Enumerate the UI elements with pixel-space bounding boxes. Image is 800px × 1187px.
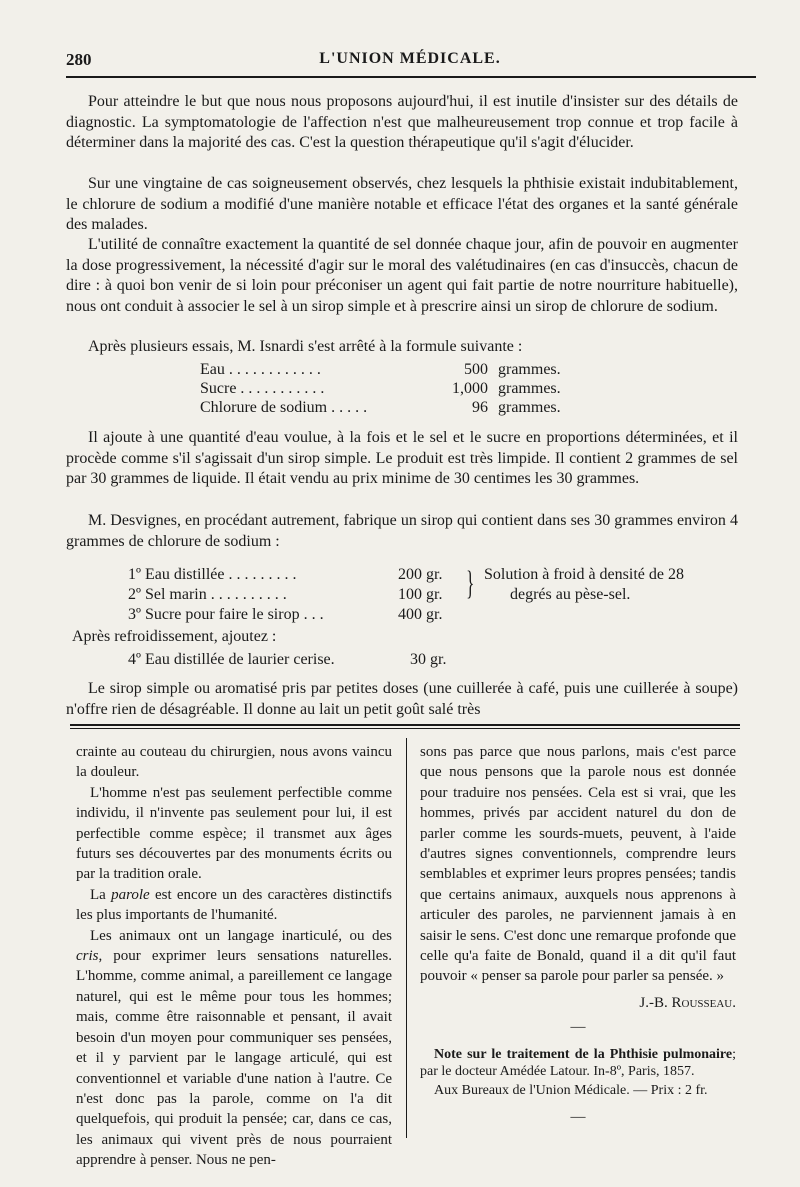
formula-ingredient: 2º Sel marin . . . . . . . . . . [128,586,287,603]
formula-unit: grammes. [498,380,561,397]
emphasis-text: cris [76,948,99,965]
formula-quantity: 1,000 [452,380,488,397]
emphasis-text: parole [111,886,150,903]
formula-quantity: 100 gr. [398,586,443,603]
feuilleton-paragraph [76,885,392,926]
formula-note: Solution à froid à densité de 28 [484,566,684,583]
paragraph-6: M. Desvignes, en procédant autrement, fabrique un sirop qui contient dans ses 30 grammes environ 4 grammes de chlorure de sodium : [66,512,738,550]
formula-ingredient: 3º Sucre pour faire le sirop . . . [128,606,324,623]
book-sale-info: Aux Bureaux de l'Union Médicale. — Prix : 2 fr. [434,1082,708,1098]
text-run: , pour exprimer leurs sensations naturelles. L'homme, comme animal, a pareillement ce langage naturel, qui est le même pour tous les hommes; mais, comme être raisonnable et pensant, il avait besoin d'un moyen pour communiquer ses pensées, et il y parvient par le langage articulé, qui est conventionnel et variable d'une nation à l'autre. Ce n'est donc pas la parole, comme on l'a dit quelquefois, qui produit la pensée; car, dans ce cas, les animaux qui vivent près de nous pourraient apprendre à penser. Nous ne pen- [76,948,392,1169]
feuilleton-left-column [76,742,392,1171]
formula-ingredient: Chlorure de sodium . . . . . [200,399,368,416]
column-divider [406,738,407,1138]
after-cooling-text: Après refroidissement, ajoutez : [72,628,277,645]
feuilleton-right-column [420,742,736,1127]
paragraph-4: Après plusieurs essais, M. Isnardi s'est arrêté à la formule suivante : [88,338,523,355]
formula-unit: grammes. [498,361,561,378]
book-note-title: Note sur le traitement de la Phthisie pulmonaire [434,1046,733,1062]
formula-quantity: 400 gr. [398,606,443,623]
formula-ingredient: Eau . . . . . . . . . . . . [200,361,321,378]
feuilleton-paragraph: sons pas parce que nous parlons, mais c'est parce que nous pensons que la parole nous est donnée pour traduire nos pensées. Cela est si vrai, que les hommes, privés par accident naturel du don de parler comme les sourds-muets, peuvent, à l'aide d'autres signes conventionnels, comprendre leurs semblables et exprimer leurs propres pensées; tandis que certains animaux, auxquels nous apprenons à articuler des paroles, ne parviennent jamais à en saisir le sens. C'est donc une remarque profonde que celle qu'a faite de Bonald, quand il a dit qu'il faut pouvoir « penser sa parole pour parler sa pensée. » [420,744,736,985]
formula-quantity: 96 [472,399,488,416]
text-run: Les animaux ont un langage inarticulé, ou des [90,927,392,944]
book-note-text: ; par le docteur Amédée Latour. In-8º, Paris, 1857. [420,1046,736,1079]
page-number: 280 [66,50,92,69]
feuilleton-rule-top [70,724,740,726]
formula-note: degrés au pèse-sel. [510,586,631,603]
formula-unit: grammes. [498,399,561,416]
book-note [420,1046,736,1080]
formula-quantity: 500 [464,361,488,378]
paragraph-3: L'utilité de connaître exactement la quantité de sel donnée chaque jour, afin de pouvoir en augmenter la dose progressivement, la nécessité d'agir sur le moral des valétudinaires (en cas d'insuccès, chacun de dire : à quoi bon venir de si loin pour préconiser un agent qui fait partie de notre nourriture habituelle), nous ont conduit à associer le sel à un sirop simple et à prescrire ainsi un sirop de chlorure de sodium. [66,236,738,315]
running-title: L'UNION MÉDICALE. [319,50,501,67]
paragraph-1: Pour atteindre le but que nous nous proposons aujourd'hui, il est inutile d'insister sur des détails de diagnostic. La symptomatologie de l'affection n'est que malheureusement trop connue et trop facile à déterminer dans la majorité des cas. C'est la question thérapeutique qu'il s'agit d'élucider. [66,93,738,151]
paragraph-2: Sur une vingtaine de cas soigneusement observés, chez lesquels la phthisie existait indubitablement, le chlorure de sodium a modifié d'une manière notable et efficace l'état des organes et la santé générale des malades. [66,175,738,233]
formula-quantity: 30 gr. [410,651,447,668]
text-run: est encore un des caractères distinctifs les plus importants de l'humanité. [76,886,393,924]
feuilleton-paragraph [76,926,392,1171]
header-rule [66,76,756,78]
formula-quantity: 200 gr. [398,566,443,583]
page-header [66,50,754,72]
feuilleton-paragraph: L'homme n'est pas seulement perfectible comme individu, il n'invente pas seulement pour lui, il est perfectible comme espèce; il transmet aux âges futurs ses découvertes par des monuments écrits ou par la tradition orale. [76,784,392,883]
feuilleton-rule-bottom [70,728,740,729]
formula-ingredient: Sucre . . . . . . . . . . . [200,380,325,397]
paragraph-5: Il ajoute à une quantité d'eau voulue, à la fois et le sel et le sucre en proportions déterminées, et il procède comme s'il s'agissait d'un sirop simple. Le produit est très limpide. Il contient 2 grammes de sel par 30 grammes de liquide. Il était vendu au prix minime de 30 centimes les 30 grammes. [66,429,738,487]
text-run: La [90,886,112,903]
feuilleton-paragraph: crainte au couteau du chirurgien, nous avons vaincu la douleur. [76,744,392,781]
brace-symbol: } [466,565,475,602]
formula-ingredient: 4º Eau distillée de laurier cerise. [128,651,335,668]
separator-dash: — [570,1019,586,1036]
formula-ingredient: 1º Eau distillée . . . . . . . . . [128,566,297,583]
end-dash: — [570,1108,586,1125]
author-signature: J.-B. Rousseau. [639,994,736,1011]
paragraph-7: Le sirop simple ou aromatisé pris par petites doses (une cuillerée à café, puis une cuillerée à soupe) n'offre rien de désagréable. Il donne au lait un petit goût salé très [66,680,738,718]
